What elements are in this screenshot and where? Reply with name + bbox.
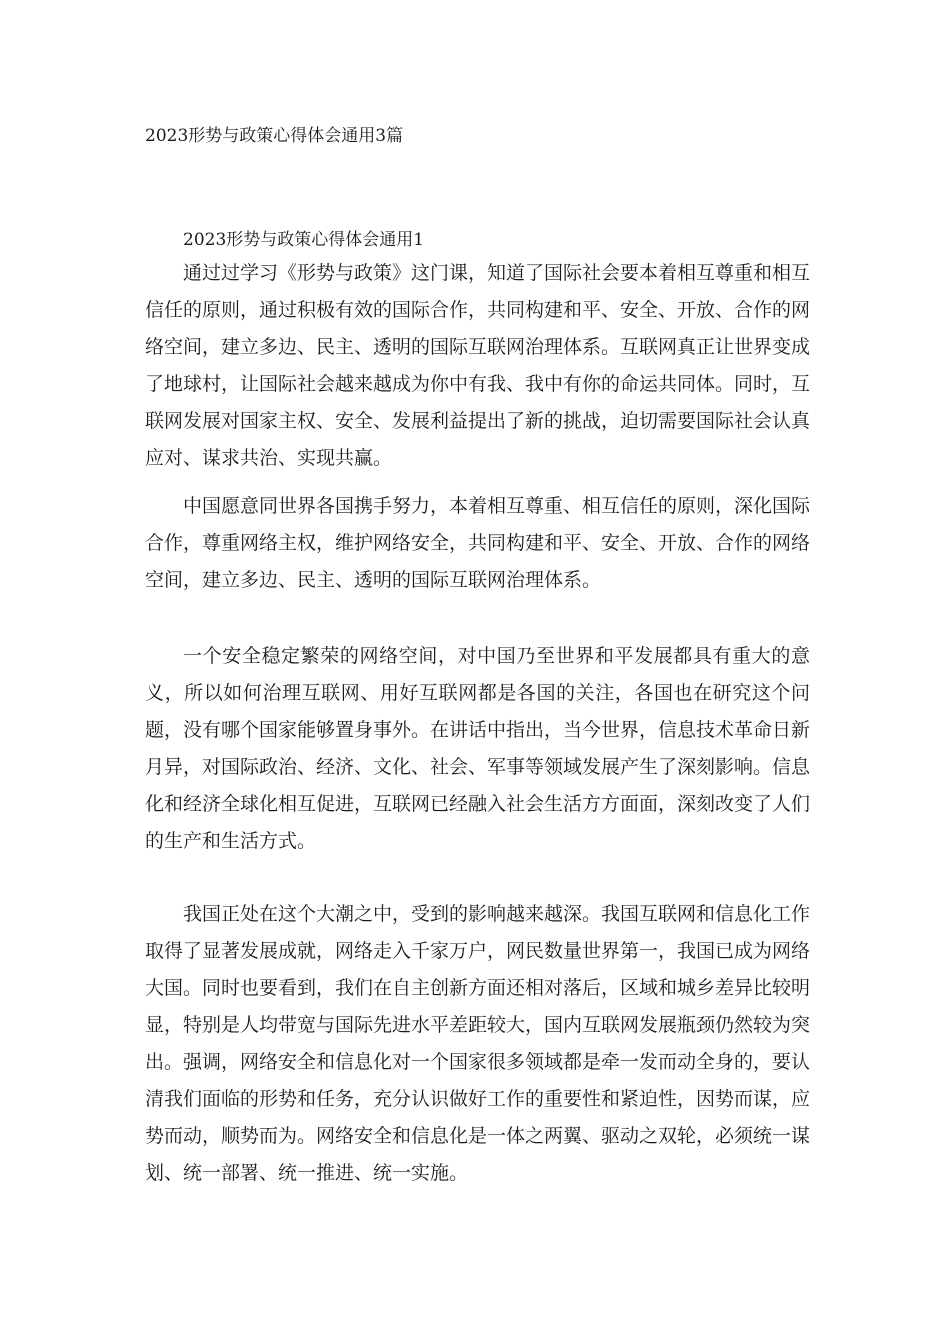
paragraph: 一个安全稳定繁荣的网络空间，对中国乃至世界和平发展都具有重大的意义，所以如何治理互联网、用好互联网都是各国的关注，各国也在研究这个问题，没有哪个国家能够置身事外。在讲话中指出，当今世界，信息技术革命日新月异，对国际政治、经济、文化、社会、军事等领域发展产生了深刻影响。信息化和经济全球化相互促进，互联网已经融入社会生活方方面面，深刻改变了人们的生产和生活方式。 — [145, 645, 811, 852]
paragraph: 中国愿意同世界各国携手努力，本着相互尊重、相互信任的原则，深化国际合作，尊重网络主权，维护网络安全，共同构建和平、安全、开放、合作的网络空间，建立多边、民主、透明的国际互联网治理体系。 — [145, 495, 811, 591]
paragraph: 我国正处在这个大潮之中，受到的影响越来越深。我国互联网和信息化工作取得了显著发展成就，网络走入千家万户，网民数量世界第一，我国已成为网络大国。同时也要看到，我们在自主创新方面还相对落后，区域和城乡差异比较明显，特别是人均带宽与国际先进水平差距较大，国内互联网发展瓶颈仍然较为突出。强调，网络安全和信息化对一个国家很多领域都是牵一发而动全身的，要认清我们面临的形势和任务，充分认识做好工作的重要性和紧迫性，因势而谋，应势而动，顺势而为。网络安全和信息化是一体之两翼、驱动之双轮，必须统一谋划、统一部署、统一推进、统一实施。 — [145, 903, 811, 1184]
document-title: 2023形势与政策心得体会通用3篇 — [145, 126, 404, 146]
section-title: 2023形势与政策心得体会通用1 — [183, 230, 425, 250]
paragraph: 通过过学习《形势与政策》这门课，知道了国际社会要本着相互尊重和相互信任的原则，通过积极有效的国际合作，共同构建和平、安全、开放、合作的网络空间，建立多边、民主、透明的国际互联网治理体系。互联网真正让世界变成了地球村，让国际社会越来越成为你中有我、我中有你的命运共同体。同时，互联网发展对国家主权、安全、发展利益提出了新的挑战，迫切需要国际社会认真应对、谋求共治、实现共赢。 — [145, 262, 811, 469]
